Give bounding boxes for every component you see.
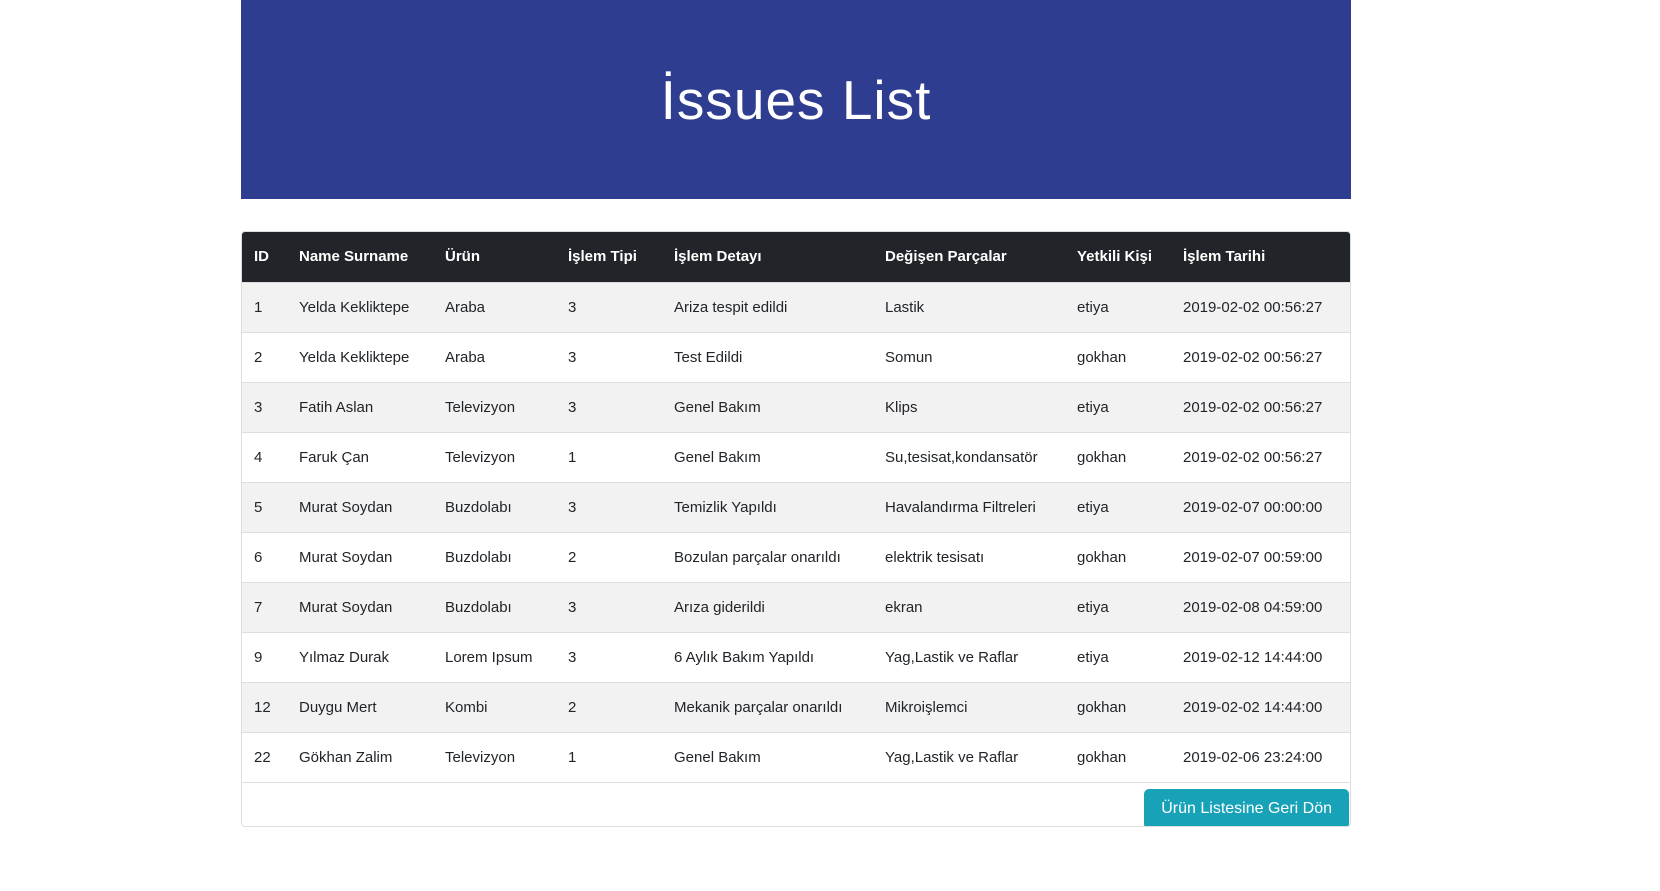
table-cell: Yag,Lastik ve Raflar (873, 632, 1065, 682)
table-header-row (242, 232, 1350, 282)
issues-card (241, 231, 1351, 827)
column-header: Ürün (433, 232, 556, 282)
table-row (242, 432, 1350, 482)
table-cell: etiya (1065, 632, 1171, 682)
table-cell: 6 Aylık Bakım Yapıldı (662, 632, 873, 682)
table-cell: etiya (1065, 482, 1171, 532)
table-cell: Lastik (873, 282, 1065, 332)
table-cell: Buzdolabı (433, 482, 556, 532)
column-header: İşlem Detayı (662, 232, 873, 282)
table-cell: 2019-02-02 14:44:00 (1171, 682, 1350, 732)
column-header: İşlem Tarihi (1171, 232, 1350, 282)
table-cell: 2019-02-02 00:56:27 (1171, 332, 1350, 382)
table-row (242, 682, 1350, 732)
issues-table (242, 232, 1350, 782)
page-header-banner (241, 0, 1351, 199)
table-cell: gokhan (1065, 682, 1171, 732)
table-cell: Televizyon (433, 732, 556, 782)
table-cell: gokhan (1065, 732, 1171, 782)
column-header: İşlem Tipi (556, 232, 662, 282)
table-cell: 9 (242, 632, 287, 682)
table-cell: Murat Soydan (287, 482, 433, 532)
table-cell: Somun (873, 332, 1065, 382)
table-cell: elektrik tesisatı (873, 532, 1065, 582)
table-cell: gokhan (1065, 432, 1171, 482)
issues-table-header (242, 232, 1350, 282)
table-cell: 1 (242, 282, 287, 332)
table-cell: Araba (433, 282, 556, 332)
table-cell: Havalandırma Filtreleri (873, 482, 1065, 532)
table-cell: 3 (242, 382, 287, 432)
issues-table-body (242, 282, 1350, 782)
table-cell: Televizyon (433, 432, 556, 482)
table-row (242, 332, 1350, 382)
table-cell: Test Edildi (662, 332, 873, 382)
table-row (242, 632, 1350, 682)
column-header: ID (242, 232, 287, 282)
table-cell: Mikroişlemci (873, 682, 1065, 732)
table-cell: Genel Bakım (662, 382, 873, 432)
table-row (242, 282, 1350, 332)
table-cell: Genel Bakım (662, 432, 873, 482)
column-header: Name Surname (287, 232, 433, 282)
table-cell: 3 (556, 332, 662, 382)
table-cell: 3 (556, 582, 662, 632)
table-cell: etiya (1065, 382, 1171, 432)
table-cell: 2 (556, 532, 662, 582)
table-cell: Duygu Mert (287, 682, 433, 732)
table-cell: 2019-02-07 00:59:00 (1171, 532, 1350, 582)
table-cell: Yag,Lastik ve Raflar (873, 732, 1065, 782)
table-cell: Murat Soydan (287, 532, 433, 582)
table-cell: Araba (433, 332, 556, 382)
table-cell: Klips (873, 382, 1065, 432)
table-row (242, 532, 1350, 582)
table-cell: Fatih Aslan (287, 382, 433, 432)
table-cell: 2019-02-08 04:59:00 (1171, 582, 1350, 632)
table-cell: 2 (556, 682, 662, 732)
table-cell: Faruk Çan (287, 432, 433, 482)
table-cell: ekran (873, 582, 1065, 632)
table-cell: 3 (556, 382, 662, 432)
table-cell: 3 (556, 282, 662, 332)
table-row (242, 732, 1350, 782)
table-cell: Yılmaz Durak (287, 632, 433, 682)
table-cell: 2019-02-02 00:56:27 (1171, 382, 1350, 432)
table-cell: etiya (1065, 582, 1171, 632)
table-cell: 1 (556, 432, 662, 482)
table-cell: Mekanik parçalar onarıldı (662, 682, 873, 732)
table-cell: Yelda Kekliktepe (287, 282, 433, 332)
table-cell: 2019-02-12 14:44:00 (1171, 632, 1350, 682)
table-cell: Genel Bakım (662, 732, 873, 782)
table-cell: Buzdolabı (433, 532, 556, 582)
column-header: Yetkili Kişi (1065, 232, 1171, 282)
table-cell: Ariza tespit edildi (662, 282, 873, 332)
table-cell: 2019-02-07 00:00:00 (1171, 482, 1350, 532)
table-row (242, 482, 1350, 532)
table-cell: 5 (242, 482, 287, 532)
table-cell: 3 (556, 482, 662, 532)
table-cell: 12 (242, 682, 287, 732)
table-footer (242, 782, 1350, 827)
table-row (242, 382, 1350, 432)
table-cell: Murat Soydan (287, 582, 433, 632)
table-cell: Arıza giderildi (662, 582, 873, 632)
page-title: İssues List (660, 68, 932, 131)
table-cell: Televizyon (433, 382, 556, 432)
table-cell: Su,tesisat,kondansatör (873, 432, 1065, 482)
table-cell: Yelda Kekliktepe (287, 332, 433, 382)
table-cell: Gökhan Zalim (287, 732, 433, 782)
table-cell: 2019-02-02 00:56:27 (1171, 432, 1350, 482)
table-cell: Bozulan parçalar onarıldı (662, 532, 873, 582)
table-cell: 3 (556, 632, 662, 682)
table-cell: gokhan (1065, 332, 1171, 382)
table-cell: Buzdolabı (433, 582, 556, 632)
column-header: Değişen Parçalar (873, 232, 1065, 282)
back-to-product-list-button[interactable]: Ürün Listesine Geri Dön (1144, 789, 1349, 827)
table-cell: Lorem Ipsum (433, 632, 556, 682)
table-cell: 1 (556, 732, 662, 782)
table-cell: Temizlik Yapıldı (662, 482, 873, 532)
table-cell: 4 (242, 432, 287, 482)
table-cell: 2 (242, 332, 287, 382)
table-cell: etiya (1065, 282, 1171, 332)
table-cell: 22 (242, 732, 287, 782)
table-cell: gokhan (1065, 532, 1171, 582)
table-cell: 6 (242, 532, 287, 582)
table-cell: 7 (242, 582, 287, 632)
table-cell: 2019-02-06 23:24:00 (1171, 732, 1350, 782)
table-cell: Kombi (433, 682, 556, 732)
table-row (242, 582, 1350, 632)
table-cell: 2019-02-02 00:56:27 (1171, 282, 1350, 332)
